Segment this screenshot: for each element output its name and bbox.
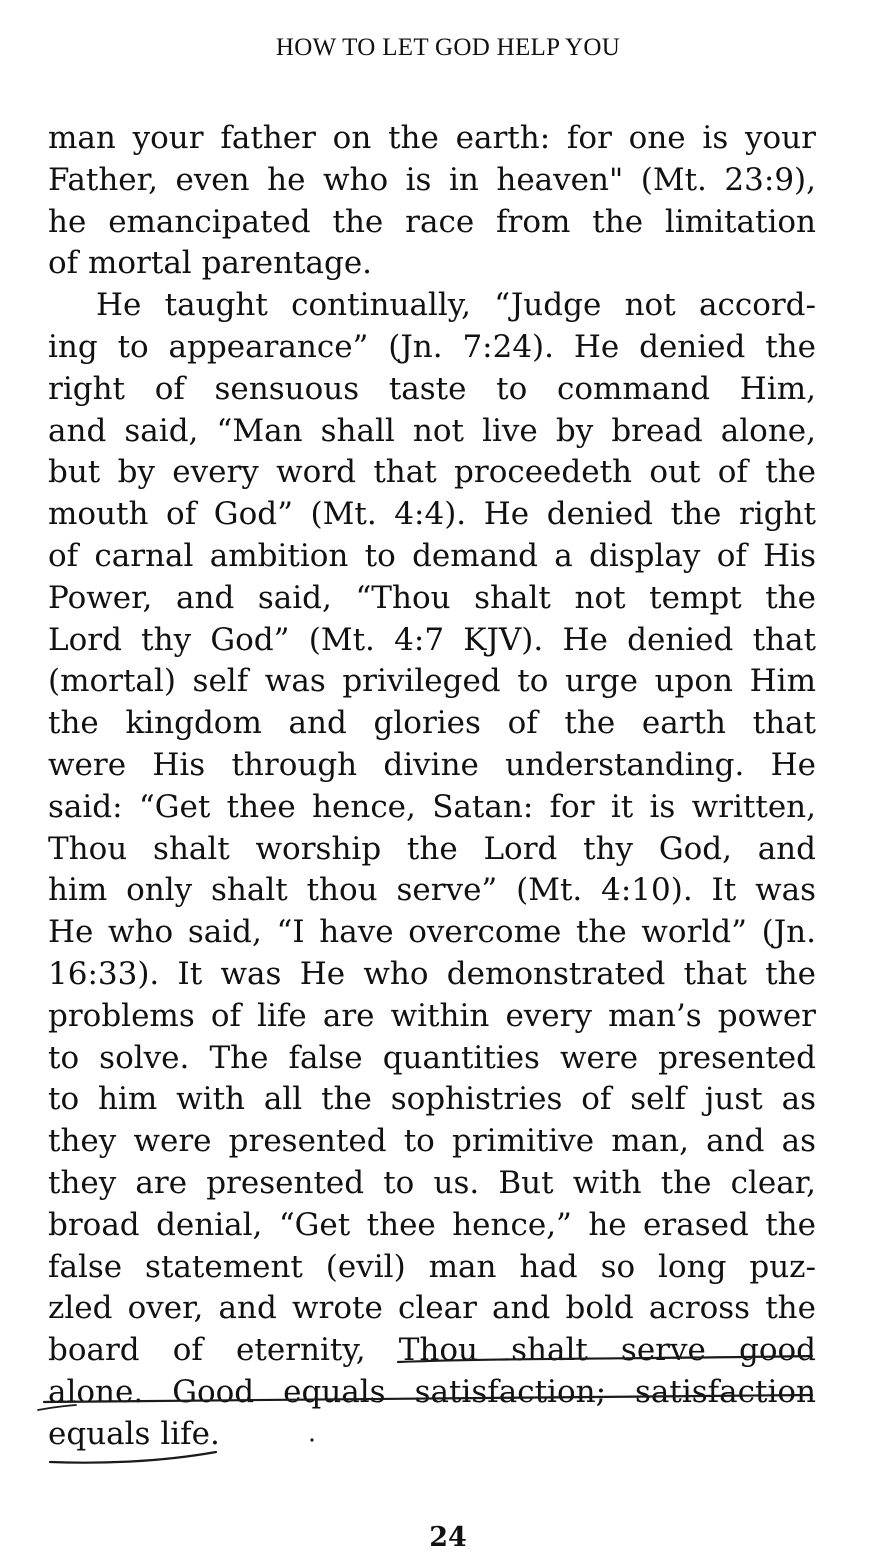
text-line: but by every word that proceedeth out of the — [48, 454, 816, 491]
text-line: mouth of God” (Mt. 4:4). He denied the right — [48, 496, 816, 533]
running-head: HOW TO LET GOD HELP YOU — [275, 34, 621, 61]
text-line: problems of life are within every man’s power — [48, 997, 816, 1034]
text-line: him only shalt thou serve” (Mt. 4:10). It was — [48, 872, 816, 909]
text-line: man your father on the earth: for one is your — [48, 120, 816, 156]
text-line: board of eternity, Thou shalt serve good — [48, 1332, 816, 1369]
text-line: 16:33). It was He who demonstrated that the — [48, 955, 816, 992]
text-line: right of sensuous taste to command Him, — [48, 370, 816, 407]
text-line: to him with all the sophistries of self just as — [48, 1081, 816, 1118]
text-line: were His through divine understanding. He — [48, 746, 816, 783]
text-line: to solve. The false quantities were presented — [48, 1039, 816, 1076]
text-line: He who said, “I have overcome the world” (Jn. — [48, 914, 816, 951]
text-line: Father, even he who is in heaven" (Mt. 23:9), — [48, 161, 816, 198]
text-line: zled over, and wrote clear and bold across the — [48, 1290, 816, 1327]
text-line: the kingdom and glories of the earth that — [48, 705, 816, 742]
page-number: 24 — [429, 1522, 467, 1553]
text-line: they are presented to us. But with the clear, — [48, 1164, 816, 1201]
text-line: (mortal) self was privileged to urge upon Him — [48, 663, 816, 700]
text-line: said: “Get thee hence, Satan: for it is written, — [48, 788, 816, 825]
text-line: they were presented to primitive man, and as — [48, 1123, 816, 1160]
text-line: false statement (evil) man had so long puz- — [48, 1248, 816, 1285]
text-line: and said, “Man shall not live by bread alone, — [48, 412, 816, 449]
text-line: equals life. — [48, 1415, 220, 1452]
text-line: ing to appearance” (Jn. 7:24). He denied the — [48, 328, 816, 365]
text-line: he emancipated the race from the limitation — [48, 203, 816, 240]
body-text — [48, 118, 816, 1456]
text-line: Power, and said, “Thou shalt not tempt the — [48, 579, 816, 616]
text-line: of carnal ambition to demand a display of His — [48, 537, 816, 574]
text-line: alone. Good equals satisfaction; satisfaction — [48, 1373, 816, 1410]
text-line: Lord thy God” (Mt. 4:7 KJV). He denied that — [48, 621, 816, 658]
text-line: broad denial, “Get thee hence,” he erased the — [48, 1206, 816, 1243]
text-line: Thou shalt worship the Lord thy God, and — [48, 830, 816, 867]
text-line: He taught continually, “Judge not accord- — [96, 287, 816, 324]
text-line: of mortal parentage. — [48, 245, 373, 282]
